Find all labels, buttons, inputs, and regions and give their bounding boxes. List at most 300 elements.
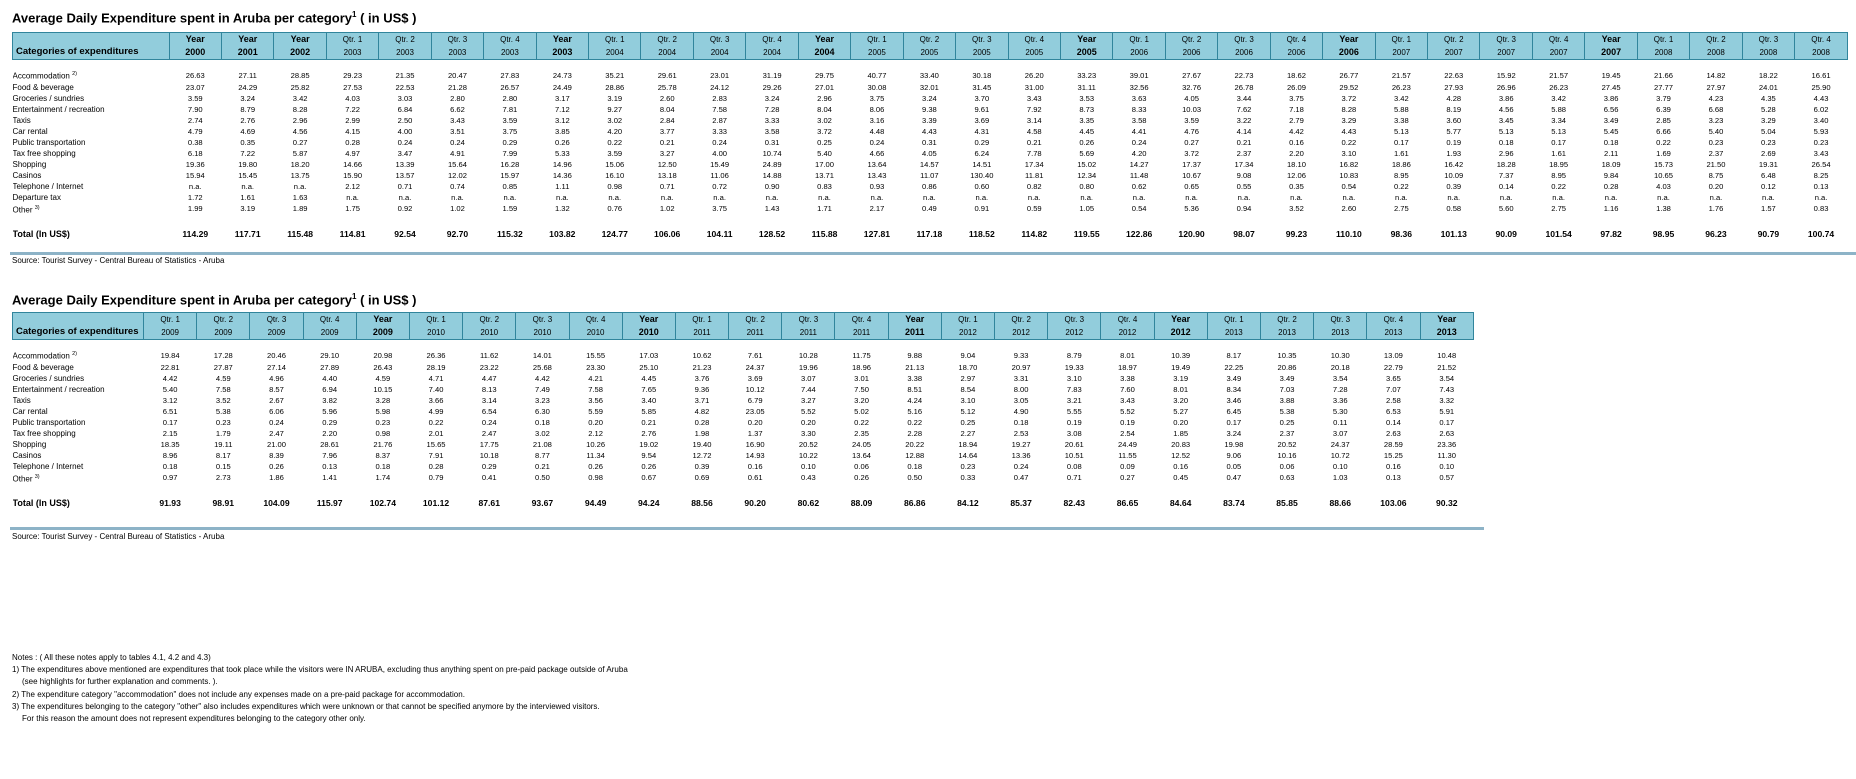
- table-cell: 20.52: [798, 439, 818, 449]
- table-cell: 3.49: [1603, 115, 1619, 125]
- table-cell: 0.06: [1279, 461, 1295, 471]
- total-cell: 117.18: [916, 229, 943, 240]
- column-year-header: 2009: [197, 326, 250, 340]
- table-cell: 8.04: [659, 104, 675, 114]
- table-cell: 5.13: [1393, 126, 1409, 136]
- table-cell: 3.43: [1813, 148, 1829, 158]
- table-cell: 0.19: [1066, 417, 1082, 427]
- table-cell: 7.99: [502, 148, 518, 158]
- table-cell: n.a.: [765, 192, 779, 202]
- column-period-header: Qtr. 4: [303, 313, 356, 327]
- table-cell: 3.59: [1184, 115, 1199, 125]
- table-cell: 28.85: [290, 70, 310, 80]
- total-cell: 98.07: [1233, 229, 1255, 240]
- table-cell: 5.59: [588, 406, 603, 416]
- table-cell: 3.60: [1446, 115, 1462, 125]
- table-cell: 3.76: [694, 373, 710, 383]
- column-period-header: Qtr. 3: [250, 313, 303, 327]
- table-cell: 0.15: [215, 461, 231, 471]
- table-cell: 2.47: [481, 428, 497, 438]
- row-label-text: Casinos: [12, 450, 42, 460]
- table-cell: 6.54: [481, 406, 497, 416]
- table-cell: 26.09: [1286, 82, 1306, 92]
- table-cell: 3.38: [1393, 115, 1409, 125]
- table-cell: 3.44: [1236, 93, 1252, 103]
- table-cell: 1.05: [1079, 204, 1095, 214]
- table-cell: 29.10: [320, 350, 340, 360]
- column-year-header: 2008: [1637, 46, 1689, 60]
- table-cell: 5.30: [1332, 406, 1348, 416]
- table1-title-sup: 1: [352, 10, 357, 19]
- row-label: [13, 137, 170, 148]
- total-row: [13, 227, 1848, 241]
- column-year-header: 2013: [1367, 326, 1420, 340]
- table-cell: 8.34: [1226, 384, 1242, 394]
- table-cell: 14.57: [919, 159, 939, 169]
- table-cell: 5.13: [1498, 126, 1514, 136]
- table-cell: 1.57: [1761, 204, 1776, 214]
- table-cell: 3.29: [1341, 115, 1357, 125]
- column-year-header: 2004: [746, 46, 798, 60]
- table-cell: 2.60: [659, 93, 675, 103]
- table-cell: 1.02: [659, 204, 675, 214]
- table-cell: 21.66: [1654, 70, 1674, 80]
- table-cell: 0.23: [1761, 137, 1776, 147]
- table2-expenditures: [12, 312, 1474, 510]
- table-cell: 8.39: [269, 450, 284, 460]
- table-cell: 13.64: [852, 450, 872, 460]
- total-cell: 119.55: [1073, 229, 1100, 240]
- table-cell: 4.23: [1708, 93, 1724, 103]
- total-cell: 88.56: [691, 498, 713, 509]
- table-cell: 3.20: [1173, 395, 1189, 405]
- table-cell: 3.19: [607, 93, 623, 103]
- spacer-row: [13, 60, 1848, 70]
- table-cell: 1.61: [1551, 148, 1567, 158]
- table-cell: 8.25: [1813, 170, 1829, 180]
- table-cell: 20.83: [1171, 439, 1191, 449]
- total-cell: 92.54: [394, 229, 416, 240]
- table-cell: 3.43: [450, 115, 465, 125]
- table-cell: 21.23: [692, 362, 712, 372]
- table-cell: 24.49: [552, 82, 572, 92]
- table-cell: 7.58: [712, 104, 728, 114]
- table-cell: 23.07: [185, 82, 205, 92]
- table-cell: 15.25: [1383, 450, 1403, 460]
- table-cell: 3.69: [747, 373, 763, 383]
- row-label: [13, 428, 144, 439]
- table-cell: 4.79: [187, 126, 203, 136]
- table-cell: 28.61: [320, 439, 340, 449]
- table-cell: 5.33: [554, 148, 570, 158]
- table-cell: 3.08: [1066, 428, 1082, 438]
- column-year-header: 2011: [888, 326, 941, 340]
- total-cell: 84.12: [957, 498, 979, 509]
- row-label: [13, 450, 144, 461]
- table-cell: n.a.: [503, 192, 517, 202]
- table-cell: 2.75: [1393, 204, 1409, 214]
- table-cell: 5.40: [817, 148, 832, 158]
- total-cell: 83.74: [1223, 498, 1245, 509]
- table-cell: 3.05: [1013, 395, 1029, 405]
- table-cell: 4.59: [215, 373, 231, 383]
- table-cell: 3.07: [1332, 428, 1348, 438]
- table-cell: n.a.: [1814, 192, 1828, 202]
- row-label: [13, 439, 144, 450]
- column-period-header: Qtr. 2: [729, 313, 782, 327]
- table-cell: 14.82: [1706, 70, 1726, 80]
- table-cell: 0.21: [1236, 137, 1252, 147]
- table-cell: 0.58: [1446, 204, 1462, 214]
- column-year-header: 2003: [484, 46, 536, 60]
- table-cell: 7.22: [240, 148, 256, 158]
- table-cell: 18.97: [1117, 362, 1137, 372]
- table-cell: 5.38: [215, 406, 231, 416]
- table-cell: 4.43: [1813, 93, 1829, 103]
- row-label: [13, 395, 144, 406]
- column-year-header: 2004: [798, 46, 850, 60]
- total-cell: 91.93: [159, 498, 181, 509]
- table-cell: 10.28: [798, 350, 818, 360]
- table-cell: 15.45: [238, 170, 258, 180]
- row-label: [13, 417, 144, 428]
- row-label: [13, 472, 144, 485]
- table-cell: 0.55: [1236, 181, 1252, 191]
- table-cell: 4.59: [375, 373, 391, 383]
- row-label-footnote: 2): [72, 351, 77, 357]
- table-cell: 0.17: [1439, 417, 1455, 427]
- table-cell: 29.61: [657, 70, 677, 80]
- table-cell: 18.95: [1549, 159, 1569, 169]
- table-cell: 3.07: [800, 373, 816, 383]
- total-cell: 114.29: [182, 229, 209, 240]
- table-cell: 8.77: [535, 450, 550, 460]
- table-cell: 3.03: [397, 93, 413, 103]
- table-cell: 10.62: [692, 350, 712, 360]
- table-cell: 3.54: [1439, 373, 1455, 383]
- table-cell: 0.24: [397, 137, 413, 147]
- column-period-header: Qtr. 3: [1218, 33, 1270, 47]
- table-cell: 3.54: [1332, 373, 1348, 383]
- table-cell: 8.28: [1341, 104, 1357, 114]
- table-cell: 0.16: [747, 461, 763, 471]
- table1-bottom-rule: [10, 252, 1856, 255]
- table-cell: 0.22: [1551, 181, 1567, 191]
- table-cell: 0.29: [974, 137, 990, 147]
- table-row: [13, 439, 1474, 450]
- table-cell: 7.37: [1498, 170, 1514, 180]
- table-cell: 0.25: [817, 137, 832, 147]
- table-cell: 4.05: [922, 148, 937, 158]
- table-cell: 5.36: [1184, 204, 1199, 214]
- table-cell: 16.90: [745, 439, 765, 449]
- table-cell: 1.76: [1708, 204, 1724, 214]
- row-label-text: Groceries / sundries: [12, 373, 85, 383]
- table-cell: 0.60: [974, 181, 990, 191]
- row-label-text: Accommodation: [12, 71, 70, 81]
- table-cell: 1.85: [1173, 428, 1189, 438]
- total-cell: 114.81: [339, 229, 366, 240]
- table-cell: 0.21: [659, 137, 675, 147]
- table-cell: 19.31: [1758, 159, 1778, 169]
- total-cell: 117.71: [234, 229, 261, 240]
- row-label: [13, 148, 170, 159]
- total-cell: 115.88: [811, 229, 838, 240]
- column-year-header: 2007: [1480, 46, 1532, 60]
- column-period-header: Qtr. 1: [409, 313, 462, 327]
- table-cell: 26.54: [1811, 159, 1831, 169]
- column-period-header: Qtr. 3: [431, 33, 483, 47]
- table-cell: 3.58: [1131, 115, 1147, 125]
- table-cell: 6.39: [1656, 104, 1671, 114]
- table-cell: n.a.: [188, 181, 202, 191]
- table-cell: 23.01: [710, 70, 730, 80]
- table-cell: 8.00: [1013, 384, 1029, 394]
- table-cell: 3.39: [922, 115, 937, 125]
- table-cell: 7.44: [800, 384, 816, 394]
- row-label: [13, 115, 170, 126]
- table-cell: 10.22: [798, 450, 818, 460]
- table-cell: 0.05: [1226, 461, 1242, 471]
- table-cell: 0.45: [1173, 473, 1189, 483]
- table-cell: 7.61: [747, 350, 763, 360]
- table-cell: 0.38: [187, 137, 203, 147]
- total-cell: 90.09: [1495, 229, 1517, 240]
- table-cell: 31.00: [1024, 82, 1044, 92]
- table-cell: 33.23: [1077, 70, 1097, 80]
- column-year-header: 2011: [729, 326, 782, 340]
- table-cell: 3.77: [659, 126, 675, 136]
- table-cell: 0.59: [1026, 204, 1042, 214]
- spacer-row: [13, 484, 1474, 496]
- table-cell: 7.58: [588, 384, 603, 394]
- table-cell: 15.94: [185, 170, 205, 180]
- row-label: [13, 69, 170, 82]
- table-cell: 0.22: [1341, 137, 1357, 147]
- column-year-header: 2010: [569, 326, 622, 340]
- table-cell: 2.69: [1761, 148, 1776, 158]
- table-cell: 7.60: [1120, 384, 1135, 394]
- table-cell: n.a.: [346, 192, 359, 202]
- table-cell: 0.79: [428, 473, 444, 483]
- row-label: [13, 406, 144, 417]
- table-cell: 0.29: [502, 137, 518, 147]
- column-year-header: 2006: [1270, 46, 1322, 60]
- row-label-text: Telephone / Internet: [12, 461, 84, 471]
- table-cell: 27.01: [815, 82, 835, 92]
- table-cell: 3.79: [1656, 93, 1671, 103]
- categories-header: Categories of expenditures: [13, 313, 144, 340]
- table-cell: 12.02: [447, 170, 467, 180]
- table-row: [13, 349, 1474, 362]
- column-period-header: Qtr. 1: [851, 33, 903, 47]
- table-cell: 5.69: [1079, 148, 1095, 158]
- note-line: For this reason the amount does not represent expenditures belonging to the category other only.: [22, 714, 366, 724]
- table-cell: 6.02: [1813, 104, 1829, 114]
- table-cell: 0.82: [1026, 181, 1042, 191]
- table-cell: 8.13: [481, 384, 497, 394]
- table-cell: 10.26: [586, 439, 606, 449]
- column-year-header: 2003: [431, 46, 483, 60]
- table-cell: 2.54: [1120, 428, 1135, 438]
- table-cell: 0.24: [269, 417, 284, 427]
- table-cell: 3.21: [1066, 395, 1082, 405]
- table-cell: 7.83: [1066, 384, 1082, 394]
- table-cell: 3.72: [817, 126, 832, 136]
- table-cell: 0.72: [712, 181, 728, 191]
- table-cell: 3.59: [187, 93, 203, 103]
- table-cell: 7.40: [428, 384, 444, 394]
- table-cell: 9.08: [1236, 170, 1252, 180]
- table-cell: 0.18: [162, 461, 178, 471]
- table-cell: 15.55: [586, 350, 606, 360]
- table-cell: 19.33: [1064, 362, 1084, 372]
- table-cell: 3.88: [1279, 395, 1295, 405]
- table-cell: 0.47: [1226, 473, 1242, 483]
- column-period-header: Year: [798, 33, 850, 47]
- table-cell: 4.40: [322, 373, 338, 383]
- table-cell: 3.52: [215, 395, 231, 405]
- table-cell: 13.64: [867, 159, 887, 169]
- table-cell: 3.75: [869, 93, 885, 103]
- table-cell: 17.28: [213, 350, 233, 360]
- table-cell: 3.14: [481, 395, 497, 405]
- table-cell: 15.97: [500, 170, 520, 180]
- table-cell: 4.03: [345, 93, 360, 103]
- table-cell: 0.17: [1393, 137, 1409, 147]
- total-cell: 98.91: [212, 498, 235, 509]
- spacer-row: [13, 340, 1474, 350]
- row-label-text: Telephone / Internet: [12, 181, 84, 191]
- table-cell: 0.21: [641, 417, 657, 427]
- table-cell: 5.40: [162, 384, 178, 394]
- column-period-header: Qtr. 1: [941, 313, 994, 327]
- column-year-header: 2010: [463, 326, 516, 340]
- total-cell: 110.10: [1335, 229, 1362, 240]
- table-cell: 3.32: [1439, 395, 1455, 405]
- column-period-header: Year: [888, 313, 941, 327]
- table-cell: n.a.: [241, 181, 255, 191]
- table2-source: Source: Tourist Survey - Central Bureau of Statistics - Aruba: [12, 532, 225, 541]
- table-cell: 2.85: [1656, 115, 1671, 125]
- table-cell: 13.75: [290, 170, 310, 180]
- table-cell: 6.94: [322, 384, 338, 394]
- table-cell: 0.09: [1120, 461, 1135, 471]
- table-row: [13, 428, 1474, 439]
- total-cell: 101.13: [1440, 229, 1467, 240]
- row-label-text: Taxis: [12, 115, 31, 125]
- column-year-header: 2013: [1260, 326, 1313, 340]
- table-cell: 0.62: [1131, 181, 1147, 191]
- column-period-header: Year: [622, 313, 675, 327]
- table-cell: 13.36: [1011, 450, 1031, 460]
- column-period-header: Qtr. 2: [463, 313, 516, 327]
- total-cell: 86.65: [1116, 498, 1139, 509]
- table-cell: 22.25: [1224, 362, 1244, 372]
- table-cell: 0.90: [764, 181, 780, 191]
- table-cell: 3.63: [1131, 93, 1147, 103]
- column-period-header: Qtr. 4: [1532, 33, 1584, 47]
- table-row: [13, 93, 1848, 104]
- row-label-text: Other: [12, 205, 33, 215]
- row-label-text: Public transportation: [12, 417, 86, 427]
- total-cell: 101.12: [422, 498, 450, 509]
- table-cell: 1.74: [375, 473, 391, 483]
- total-cell: 86.86: [903, 498, 926, 509]
- table-cell: 8.51: [907, 384, 923, 394]
- column-year-header: 2009: [356, 326, 409, 340]
- row-label-text: Casinos: [12, 170, 42, 180]
- column-period-header: Qtr. 2: [903, 33, 955, 47]
- table-cell: 9.54: [641, 450, 657, 460]
- table-cell: 10.83: [1339, 170, 1359, 180]
- table-cell: 0.69: [694, 473, 710, 483]
- table-cell: 3.01: [854, 373, 869, 383]
- table-cell: 0.41: [481, 473, 497, 483]
- table-cell: 8.73: [1079, 104, 1095, 114]
- column-period-header: Qtr. 3: [1480, 33, 1532, 47]
- table-cell: 4.00: [397, 126, 413, 136]
- column-year-header: 2006: [1323, 46, 1375, 60]
- table-cell: 2.76: [641, 428, 657, 438]
- table-cell: 3.40: [641, 395, 657, 405]
- table-cell: 3.42: [1551, 93, 1567, 103]
- table-cell: 27.87: [213, 362, 233, 372]
- column-period-header: Year: [536, 33, 588, 47]
- table-cell: 0.27: [1120, 473, 1135, 483]
- row-label-text: Food & beverage: [12, 362, 74, 372]
- table-cell: 3.59: [607, 148, 623, 158]
- table-cell: 4.99: [428, 406, 444, 416]
- table-cell: 15.49: [710, 159, 730, 169]
- note-line: 3) The expenditures belonging to the category "other" also includes expenditures which were unknown or that cannot be specified anymore by the interviewed visitors.: [12, 701, 600, 711]
- table-cell: 17.34: [1234, 159, 1254, 169]
- table-cell: 0.39: [694, 461, 710, 471]
- table-cell: 0.16: [1386, 461, 1401, 471]
- table-cell: 0.39: [1446, 181, 1462, 191]
- table-cell: 3.42: [292, 93, 308, 103]
- table-cell: 7.91: [428, 450, 444, 460]
- table-cell: 10.09: [1444, 170, 1464, 180]
- total-cell: 104.11: [706, 229, 733, 240]
- column-period-header: Year: [1585, 33, 1637, 47]
- table-cell: 10.65: [1654, 170, 1674, 180]
- table-cell: 3.66: [428, 395, 444, 405]
- table-cell: 5.88: [1393, 104, 1409, 114]
- table-cell: 12.34: [1077, 170, 1097, 180]
- table-cell: 6.53: [1386, 406, 1401, 416]
- header-row-year: [13, 326, 1474, 340]
- table-cell: n.a.: [555, 192, 569, 202]
- column-year-header: 2007: [1375, 46, 1427, 60]
- row-label-text: Entertainment / recreation: [12, 104, 105, 114]
- table-cell: n.a.: [608, 192, 622, 202]
- table-cell: 3.24: [922, 93, 937, 103]
- column-year-header: 2012: [941, 326, 994, 340]
- table-cell: 4.42: [162, 373, 178, 383]
- table-cell: 0.85: [502, 181, 518, 191]
- total-cell: 115.32: [496, 229, 523, 240]
- table-cell: 6.48: [1761, 170, 1776, 180]
- column-period-header: Qtr. 1: [1113, 33, 1165, 47]
- total-cell: 85.37: [1010, 498, 1032, 509]
- table1-source: Source: Tourist Survey - Central Bureau of Statistics - Aruba: [12, 256, 225, 265]
- table-cell: 3.53: [1079, 93, 1095, 103]
- table-cell: n.a.: [398, 192, 412, 202]
- table-cell: 2.47: [269, 428, 284, 438]
- row-label: [13, 126, 170, 137]
- table-cell: 0.23: [1813, 137, 1829, 147]
